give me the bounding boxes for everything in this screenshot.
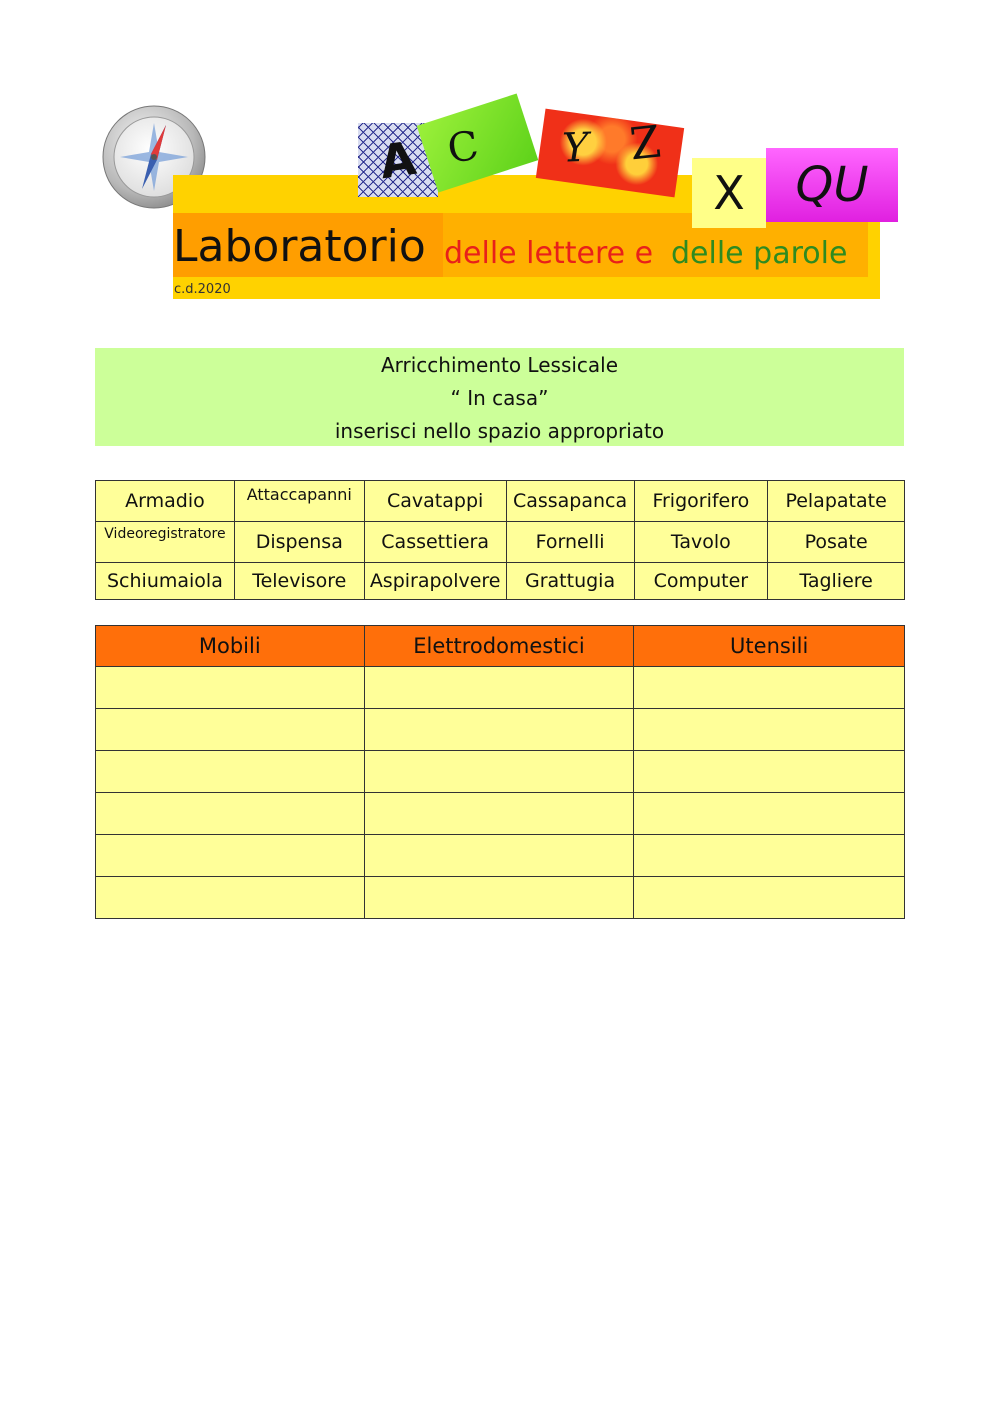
word-cell[interactable]: Frigorifero — [634, 481, 768, 522]
letter-a: A — [376, 130, 420, 190]
word-cell[interactable]: Pelapatate — [768, 481, 905, 522]
category-table — [95, 625, 905, 919]
letter-x: X — [713, 166, 745, 220]
word-cell[interactable]: Cavatappi — [364, 481, 506, 522]
word-cell[interactable]: Grattugia — [506, 563, 634, 600]
word-cell[interactable]: Computer — [634, 563, 768, 600]
letter-c: C — [444, 122, 482, 173]
word-bank-row — [96, 522, 905, 563]
word-cell[interactable]: Armadio — [96, 481, 235, 522]
answer-row — [96, 877, 905, 919]
credit-text: c.d.2020 — [174, 282, 231, 297]
category-header-row — [96, 626, 905, 667]
drop-slot[interactable] — [634, 835, 905, 877]
answer-row — [96, 751, 905, 793]
word-cell[interactable]: Fornelli — [506, 522, 634, 563]
drop-slot[interactable] — [364, 751, 634, 793]
word-cell[interactable]: Tavolo — [634, 522, 768, 563]
drop-slot[interactable] — [96, 835, 365, 877]
drop-slot[interactable] — [96, 667, 365, 709]
title-subtitle-green: delle parole — [671, 236, 848, 271]
word-bank-row — [96, 563, 905, 600]
word-cell[interactable]: Schiumaiola — [96, 563, 235, 600]
category-header-elettrodomestici: Elettrodomestici — [364, 626, 634, 667]
drop-slot[interactable] — [96, 709, 365, 751]
letter-tile-qu — [766, 148, 898, 222]
instructions-topic: “ In casa” — [450, 386, 549, 410]
letter-z: Z — [627, 116, 664, 171]
letter-y: Y — [561, 124, 590, 172]
drop-slot[interactable] — [634, 709, 905, 751]
drop-slot[interactable] — [634, 751, 905, 793]
answer-row — [96, 835, 905, 877]
drop-slot[interactable] — [634, 667, 905, 709]
drop-slot[interactable] — [96, 793, 365, 835]
instructions-title: Arricchimento Lessicale — [380, 353, 619, 377]
word-bank-table — [95, 480, 905, 600]
instructions-box — [95, 348, 904, 446]
letter-tile-x — [692, 158, 766, 228]
category-header-utensili: Utensili — [634, 626, 905, 667]
drop-slot[interactable] — [364, 667, 634, 709]
word-cell[interactable]: Cassapanca — [506, 481, 634, 522]
answer-row — [96, 667, 905, 709]
drop-slot[interactable] — [96, 751, 365, 793]
header-banner — [0, 0, 1000, 320]
word-bank-row — [96, 481, 905, 522]
answer-row — [96, 793, 905, 835]
instructions-task: inserisci nello spazio appropriato — [334, 419, 665, 443]
drop-slot[interactable] — [364, 835, 634, 877]
word-cell[interactable]: Tagliere — [768, 563, 905, 600]
drop-slot[interactable] — [364, 877, 634, 919]
page-title: Laboratorio — [173, 221, 426, 272]
category-header-mobili: Mobili — [96, 626, 365, 667]
drop-slot[interactable] — [364, 709, 634, 751]
word-cell[interactable]: Attaccapanni — [234, 481, 364, 522]
drop-slot[interactable] — [634, 793, 905, 835]
drop-slot[interactable] — [96, 877, 365, 919]
word-cell[interactable]: Videoregistratore — [96, 522, 235, 563]
word-cell[interactable]: Posate — [768, 522, 905, 563]
drop-slot[interactable] — [634, 877, 905, 919]
word-cell[interactable]: Televisore — [234, 563, 364, 600]
title-subtitle-red: delle lettere e — [444, 236, 654, 271]
word-cell[interactable]: Cassettiera — [364, 522, 506, 563]
answer-row — [96, 709, 905, 751]
drop-slot[interactable] — [364, 793, 634, 835]
word-cell[interactable]: Dispensa — [234, 522, 364, 563]
letter-qu: QU — [795, 157, 869, 213]
word-cell[interactable]: Aspirapolvere — [364, 563, 506, 600]
